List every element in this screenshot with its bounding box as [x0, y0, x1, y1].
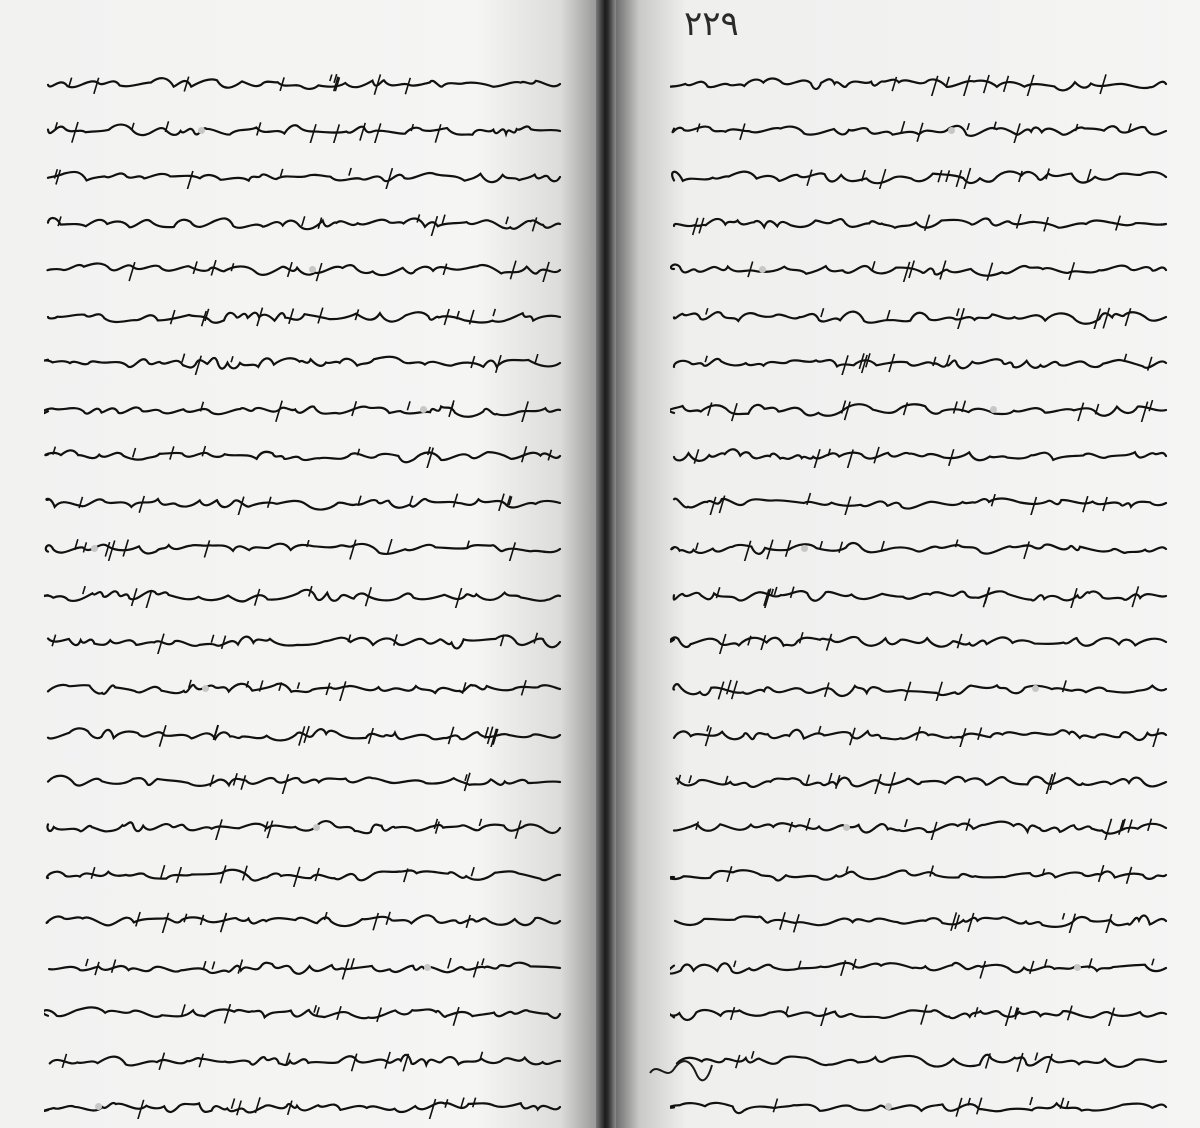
left-page [0, 0, 596, 1128]
right-page-line [670, 246, 1170, 293]
verse-marker-dot [309, 266, 316, 273]
left-page-line [44, 525, 564, 572]
handwritten-script [670, 861, 1170, 887]
verse-marker-dot [759, 266, 766, 273]
right-page-line [670, 851, 1170, 898]
left-page-line [44, 386, 564, 433]
verse-marker-dot [95, 1103, 102, 1110]
handwritten-script [44, 675, 564, 701]
left-page-line [44, 897, 564, 944]
left-page-line [44, 246, 564, 293]
verse-marker-dot [424, 964, 431, 971]
page-number: ۲۲۹ [684, 4, 739, 44]
left-page-line [44, 944, 564, 991]
handwritten-script [44, 861, 564, 887]
verse-marker-dot [202, 685, 209, 692]
right-page-line [670, 618, 1170, 665]
verse-marker-dot [420, 406, 427, 413]
right-page-line [670, 804, 1170, 851]
handwritten-script [44, 349, 564, 375]
handwritten-script [44, 1000, 564, 1026]
right-page-line [670, 944, 1170, 991]
handwritten-script [670, 535, 1170, 561]
handwritten-script [44, 628, 564, 654]
handwritten-script [670, 210, 1170, 236]
right-page-line [670, 1037, 1170, 1084]
right-page [616, 0, 1200, 1128]
right-page-line [670, 432, 1170, 479]
handwritten-script [44, 70, 564, 96]
book-gutter [596, 0, 616, 1128]
handwritten-script [670, 303, 1170, 329]
right-page-line [670, 293, 1170, 340]
handwritten-script [44, 442, 564, 468]
left-page-line [44, 711, 564, 758]
left-page-line [44, 572, 564, 619]
left-page-line [44, 479, 564, 526]
right-page-line [670, 665, 1170, 712]
right-page-line [670, 60, 1170, 107]
handwritten-script [670, 70, 1170, 96]
left-page-line [44, 200, 564, 247]
handwritten-script [44, 721, 564, 747]
verse-marker-dot [1074, 964, 1081, 971]
left-page-line [44, 432, 564, 479]
handwritten-script [670, 1047, 1170, 1073]
right-page-line [670, 897, 1170, 944]
handwritten-script [670, 256, 1170, 282]
verse-marker-dot [990, 406, 997, 413]
handwritten-script [44, 907, 564, 933]
right-page-line [670, 572, 1170, 619]
right-page-line [670, 386, 1170, 433]
left-page-line [44, 293, 564, 340]
verse-marker-dot [801, 545, 808, 552]
left-page-line [44, 107, 564, 154]
left-page-line [44, 339, 564, 386]
left-page-line [44, 851, 564, 898]
left-page-text-block [44, 60, 564, 1128]
right-page-line [670, 339, 1170, 386]
handwritten-script [670, 442, 1170, 468]
right-page-line [670, 200, 1170, 247]
right-page-line [670, 711, 1170, 758]
handwritten-script [670, 768, 1170, 794]
left-page-line [44, 1037, 564, 1084]
handwritten-script [670, 117, 1170, 143]
handwritten-script [670, 721, 1170, 747]
handwritten-script [670, 628, 1170, 654]
handwritten-script [670, 582, 1170, 608]
handwritten-script [670, 396, 1170, 422]
right-page-line [670, 107, 1170, 154]
handwritten-script [44, 814, 564, 840]
handwritten-script [44, 210, 564, 236]
handwritten-script [44, 303, 564, 329]
handwritten-script [44, 117, 564, 143]
handwritten-script [44, 489, 564, 515]
verse-marker-dot [948, 127, 955, 134]
left-page-line [44, 990, 564, 1037]
right-page-line [670, 525, 1170, 572]
right-page-text-block [670, 60, 1170, 1128]
handwritten-script [670, 954, 1170, 980]
handwritten-script [670, 814, 1170, 840]
left-page-line [44, 758, 564, 805]
handwritten-script [44, 163, 564, 189]
handwritten-script [44, 396, 564, 422]
left-page-line [44, 804, 564, 851]
right-page-line [670, 479, 1170, 526]
verse-marker-dot [843, 824, 850, 831]
handwritten-script [670, 1093, 1170, 1119]
handwritten-script [44, 256, 564, 282]
handwritten-script [670, 1000, 1170, 1026]
handwritten-script [670, 907, 1170, 933]
handwritten-script [670, 675, 1170, 701]
catchword-scribble [646, 1055, 716, 1090]
handwritten-script [44, 1093, 564, 1119]
left-page-line [44, 665, 564, 712]
verse-marker-dot [313, 824, 320, 831]
handwritten-script [670, 349, 1170, 375]
handwritten-script [670, 489, 1170, 515]
handwritten-script [670, 163, 1170, 189]
handwritten-script [44, 954, 564, 980]
verse-marker-dot [885, 1103, 892, 1110]
left-page-line [44, 618, 564, 665]
handwritten-script [44, 768, 564, 794]
right-page-line [670, 990, 1170, 1037]
handwritten-script [44, 1047, 564, 1073]
verse-marker-dot [1032, 685, 1039, 692]
right-page-line [670, 1083, 1170, 1128]
verse-marker-dot [198, 127, 205, 134]
right-page-line [670, 153, 1170, 200]
left-page-line [44, 1083, 564, 1128]
verse-marker-dot [91, 545, 98, 552]
right-page-line [670, 758, 1170, 805]
handwritten-script [44, 535, 564, 561]
left-page-line [44, 60, 564, 107]
left-page-line [44, 153, 564, 200]
handwritten-script [44, 582, 564, 608]
